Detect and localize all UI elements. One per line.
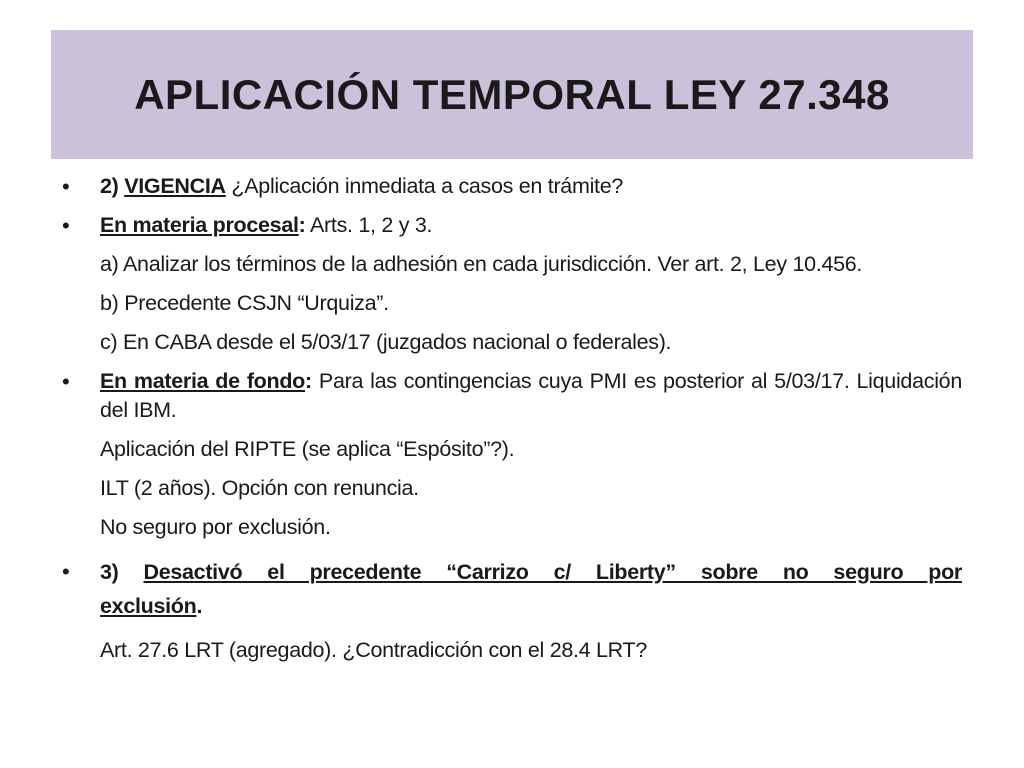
procesal-sub-c	[62, 328, 962, 357]
carrizo-sub-1-text: Art. 27.6 LRT (agregado). ¿Contradicción con el 28.4 LRT?	[100, 638, 647, 662]
fondo-label: En materia de fondo	[100, 369, 306, 393]
vigencia-text: ¿Aplicación inmediata a casos en trámite?	[225, 174, 624, 198]
fondo-colon: :	[305, 369, 312, 393]
slide-title: APLICACIÓN TEMPORAL LEY 27.348	[134, 70, 890, 118]
fondo-sub-3	[62, 513, 962, 542]
procesal-sub-a-text: a) Analizar los términos de la adhesión en cada jurisdicción. Ver art. 2, Ley 10.456.	[100, 252, 863, 276]
fondo-sub-1	[62, 435, 962, 464]
bullet-dot: •	[62, 369, 70, 394]
bullet-dot: •	[62, 174, 70, 199]
procesal-text: Arts. 1, 2 y 3.	[305, 213, 433, 237]
fondo-sub-3-text: No seguro por exclusión.	[100, 515, 331, 539]
fondo-text: Para las contingencias cuya PMI es posterior al 5/03/17. Liquidación del IBM.	[100, 369, 962, 422]
procesal-sub-b-text: b) Precedente CSJN “Urquiza”.	[100, 291, 389, 315]
item-number: 3)	[100, 560, 144, 584]
slide-body	[62, 172, 962, 674]
bullet-dot: •	[62, 213, 70, 238]
vigencia-label: VIGENCIA	[124, 174, 226, 198]
procesal-label: En materia procesal	[100, 213, 299, 237]
procesal-sub-a	[62, 250, 962, 279]
fondo-sub-2-text: ILT (2 años). Opción con renuncia.	[100, 476, 419, 500]
bullet-dot: •	[62, 559, 70, 584]
item-number: 2)	[100, 174, 125, 198]
carrizo-period: .	[196, 594, 203, 618]
bullet-procesal	[62, 211, 962, 240]
title-band	[51, 30, 973, 159]
carrizo-line-2	[62, 586, 962, 626]
bullet-vigencia	[62, 172, 962, 201]
carrizo-label-2: exclusión	[100, 594, 197, 618]
procesal-colon: :	[298, 213, 306, 237]
fondo-sub-2	[62, 474, 962, 503]
fondo-sub-1-text: Aplicación del RIPTE (se aplica “Espósito”?).	[100, 437, 515, 461]
procesal-sub-c-text: c) En CABA desde el 5/03/17 (juzgados nacional o federales).	[100, 330, 672, 354]
carrizo-sub-1	[62, 630, 962, 670]
bullet-fondo	[62, 367, 962, 425]
carrizo-label-1: Desactivó el precedente “Carrizo c/ Liberty” sobre no seguro por	[143, 560, 962, 584]
procesal-sub-b	[62, 289, 962, 318]
